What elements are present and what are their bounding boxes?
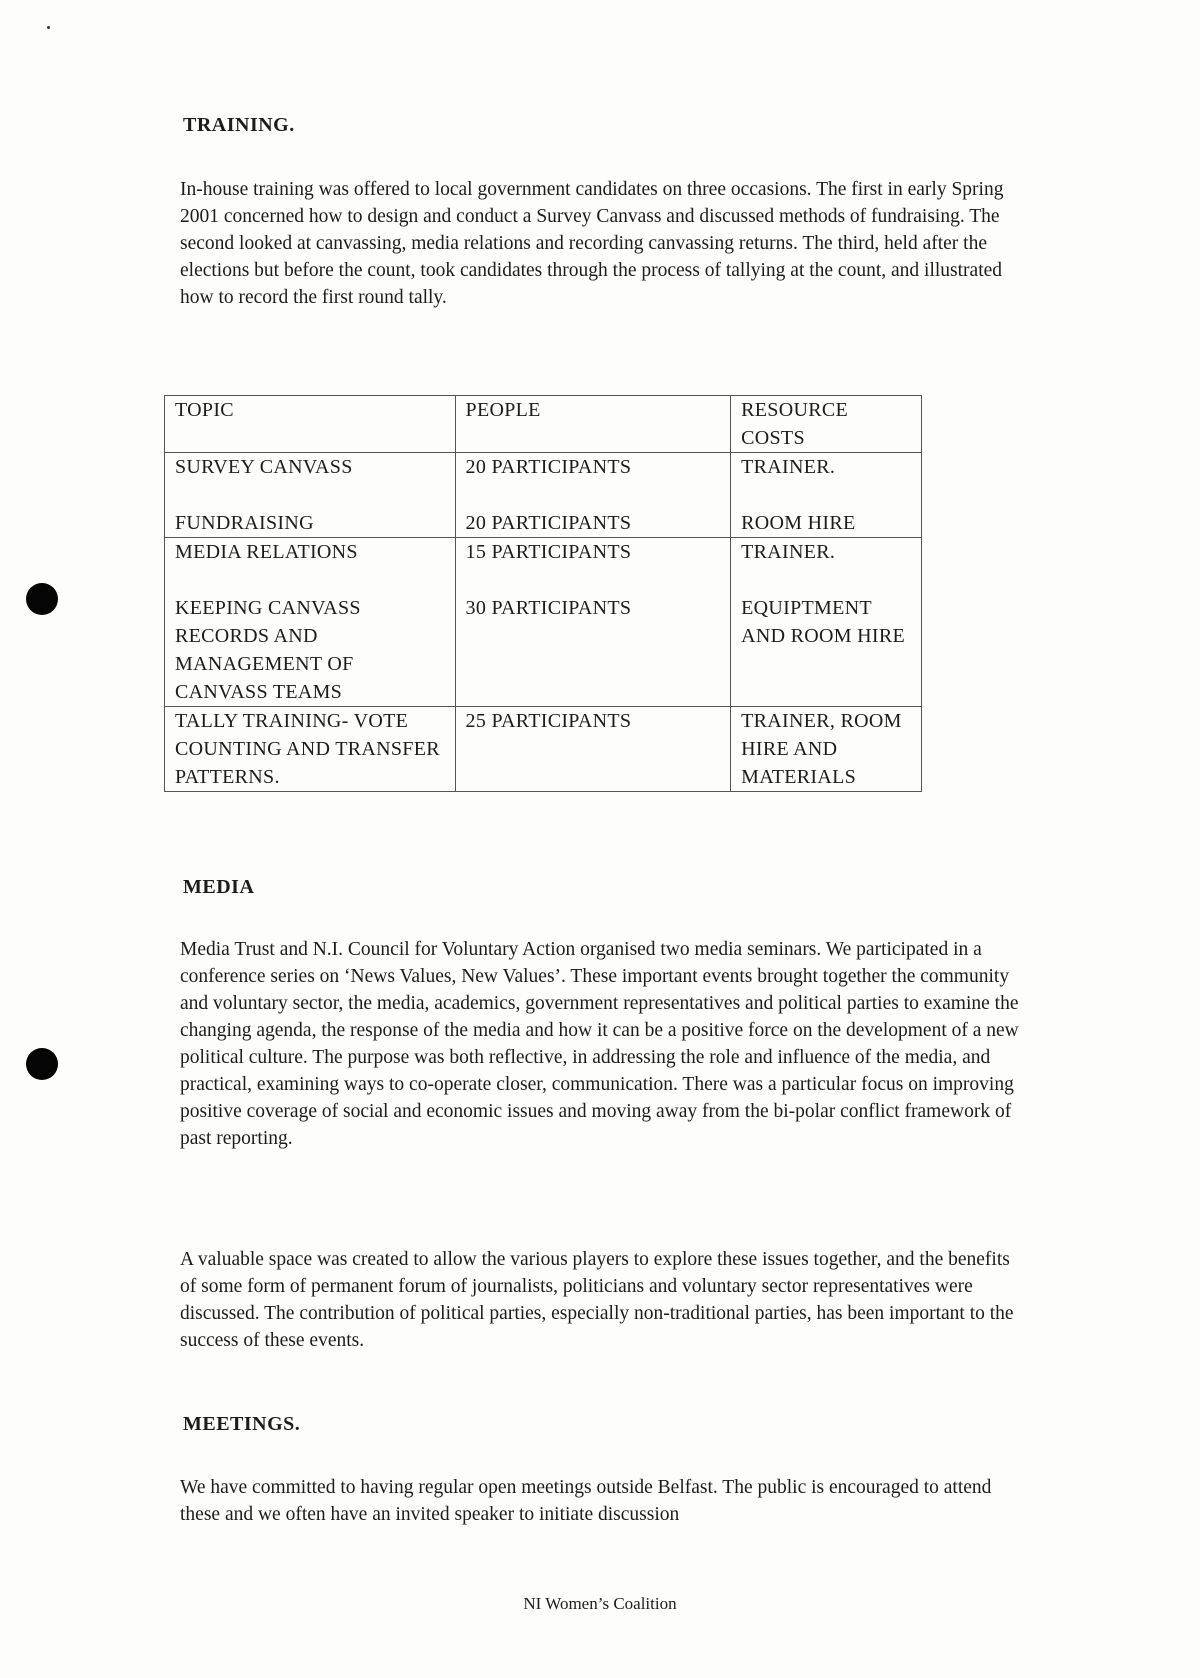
cost-cell xyxy=(731,453,922,538)
people-text: 30 PARTICIPANTS xyxy=(465,597,632,619)
topic-text: MEDIA RELATIONS xyxy=(175,541,358,563)
meetings-paragraph: We have committed to having regular open meetings outside Belfast. The public is encouraged to attend these and we often have an invited speaker to initiate discussion xyxy=(180,1477,992,1525)
training-paragraph: In-house training was offered to local government candidates on three occasions. The first in early Spring 2001 concerned how to design and conduct a Survey Canvass and discussed methods of fundraising. The second looked at canvassing, media relations and recording canvassing returns. The third, held after the elections but before the count, took candidates through the process of tallying at the count, and illustrated how to record the first round tally. xyxy=(180,179,1004,308)
people-cell: 25 PARTICIPANTS xyxy=(455,707,731,792)
cost-cell: TRAINER, ROOM HIRE AND MATERIALS xyxy=(731,707,922,792)
meetings-heading: MEETINGS. xyxy=(183,1413,301,1435)
people-cell xyxy=(455,538,731,707)
punch-hole-top xyxy=(26,583,58,615)
header-resource-costs: RESOURCE COSTS xyxy=(731,396,922,453)
training-heading: TRAINING. xyxy=(183,114,295,136)
cost-text: TRAINER. xyxy=(741,456,836,478)
page-footer: NI Women’s Coalition xyxy=(523,1594,677,1613)
media-heading: MEDIA xyxy=(183,876,255,898)
cost-cell xyxy=(731,538,922,707)
cost-text: EQUIPTMENT AND ROOM HIRE xyxy=(741,597,906,647)
topic-cell: TALLY TRAINING- VOTE COUNTING AND TRANSFER PATTERNS. xyxy=(165,707,456,792)
table-row xyxy=(165,707,922,792)
topic-cell xyxy=(165,453,456,538)
media-paragraph-1: Media Trust and N.I. Council for Voluntary Action organised two media seminars. We participated in a conference series on ‘News Values, New Values’. These important events brought together the community and voluntary sector, the media, academics, government representatives and political parties to examine the changing agenda, the response of the media and how it can be a positive force on the development of a new political culture. The purpose was both reflective, in addressing the role and influence of the media, and practical, examining ways to co-operate closer, communication. There was a particular focus on improving positive coverage of social and economic issues and moving away from the bi-polar conflict framework of past reporting. xyxy=(180,939,1019,1149)
table-row xyxy=(165,453,922,538)
training-table xyxy=(164,395,922,792)
scan-speck xyxy=(47,26,50,29)
topic-text: FUNDRAISING xyxy=(175,512,314,534)
table-header-row xyxy=(165,396,922,453)
topic-cell xyxy=(165,538,456,707)
cost-text: TRAINER. xyxy=(741,541,836,563)
people-text: 20 PARTICIPANTS xyxy=(465,512,632,534)
header-people: PEOPLE xyxy=(455,396,731,453)
topic-text: SURVEY CANVASS xyxy=(175,456,353,478)
people-cell xyxy=(455,453,731,538)
punch-hole-bottom xyxy=(26,1048,58,1080)
cost-text: ROOM HIRE xyxy=(741,512,856,534)
people-text: 20 PARTICIPANTS xyxy=(465,456,632,478)
people-text: 15 PARTICIPANTS xyxy=(465,541,632,563)
media-paragraph-2: A valuable space was created to allow the various players to explore these issues together, and the benefits of some form of permanent forum of journalists, politicians and voluntary sector representatives were discussed. The contribution of political parties, especially non-traditional parties, has been important to the success of these events. xyxy=(180,1249,1014,1351)
header-topic: TOPIC xyxy=(165,396,456,453)
table-row xyxy=(165,538,922,707)
topic-text: KEEPING CANVASS RECORDS AND MANAGEMENT OF CANVASS TEAMS xyxy=(175,597,361,703)
